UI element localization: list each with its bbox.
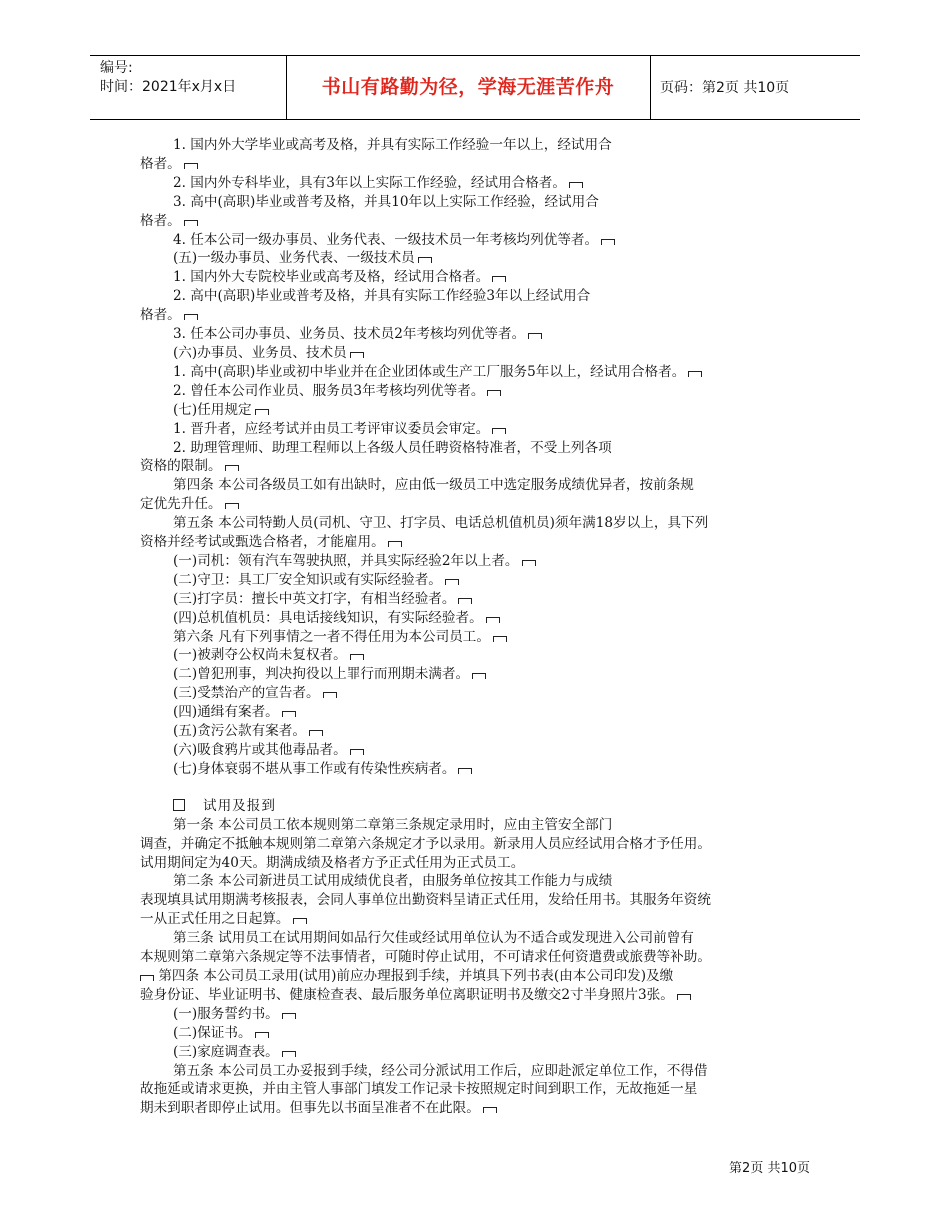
text-line [140, 1024, 820, 1043]
text-line [140, 193, 820, 212]
line-text: 一从正式任用之日起算。 [140, 911, 290, 928]
line-text: 2. 国内外专科毕业，具有3年以上实际工作经验，经试用合格者。 [173, 174, 566, 191]
line-text: 第五条 本公司员工办妥报到手续，经公司分派试用工作后，应即赴派定单位工作，不得借 [173, 1062, 708, 1079]
line-text: (四)通缉有案者。 [173, 704, 279, 721]
text-line [140, 835, 820, 854]
line-text: 2. 曾任本公司作业员、服务员3年考核均列优等者。 [173, 382, 485, 399]
text-line [140, 684, 820, 703]
line-text: 第一条 本公司员工依本规则第二章第三条规定录用时，应由主管安全部门 [173, 816, 613, 833]
section-gap [140, 779, 820, 797]
text-line [140, 420, 820, 439]
checkbox-icon [173, 799, 185, 811]
line-text: (七)任用规定 [173, 401, 252, 418]
text-line [140, 967, 820, 986]
header-divider-right [650, 55, 651, 120]
header-top-rule [90, 55, 860, 56]
text-line [140, 816, 820, 835]
line-text: 表现填具试用期满考核报表，会同人事单位出勤资料呈请正式任用，发给任用书。其服务年资统 [140, 892, 711, 909]
serial-label: 编号: [100, 60, 133, 76]
line-text: 4. 任本公司一级办事员、业务代表、一级技术员一年考核均列优等者。 [173, 231, 599, 248]
line-text: 1. 晋升者，应经考试并由员工考评审议委员会审定。 [173, 420, 490, 437]
line-text: (三)打字员：擅长中英文打字，有相当经验者。 [173, 590, 456, 607]
paragraph-mark-icon [688, 371, 702, 377]
line-text: 格者。 [140, 212, 181, 229]
header-page-number: 页码：第2页 共10页 [660, 80, 790, 96]
text-line [140, 1005, 820, 1024]
text-line [140, 363, 820, 382]
document-body [140, 136, 820, 1118]
text-line [140, 533, 820, 552]
paragraph-mark-icon [255, 409, 269, 415]
line-text: 格者。 [140, 155, 181, 172]
text-line [140, 495, 820, 514]
text-line [140, 174, 820, 193]
page-header [90, 55, 860, 121]
header-bottom-rule [90, 119, 860, 120]
line-text: (五)一级办事员、业务代表、一级技术员 [173, 250, 415, 267]
text-line [140, 552, 820, 571]
text-line [140, 854, 820, 873]
text-line [140, 212, 820, 231]
paragraph-mark-icon [528, 333, 542, 339]
text-line [140, 155, 820, 174]
line-text: (一)被剥夺公权尚未复权者。 [173, 647, 347, 664]
section-heading [140, 797, 820, 816]
line-text: (三)家庭调查表。 [173, 1043, 279, 1060]
text-line [140, 929, 820, 948]
paragraph-mark-icon [282, 1051, 296, 1057]
line-text: 期未到职者即停止试用。但事先以书面呈准者不在此限。 [140, 1100, 480, 1117]
line-text: 验身份证、毕业证明书、健康检查表、最后服务单位离职证明书及缴交2寸半身照片3张。 [140, 986, 674, 1003]
text-line [140, 571, 820, 590]
line-text: (一)服务誓约书。 [173, 1005, 279, 1022]
text-line [140, 741, 820, 760]
text-line [140, 1099, 820, 1118]
text-line [140, 891, 820, 910]
paragraph-mark-icon [323, 692, 337, 698]
text-line [140, 401, 820, 420]
text-line [140, 986, 820, 1005]
paragraph-mark-icon [492, 276, 506, 282]
paragraph-mark-icon [601, 239, 615, 245]
line-text: 2. 助理管理师、助理工程师以上各级人员任聘资格特准者，不受上列各项 [173, 439, 612, 456]
paragraph-mark-icon [350, 654, 364, 660]
text-line [140, 136, 820, 155]
line-text: 格者。 [140, 307, 181, 324]
line-text: (二)曾犯刑事，判决拘役以上罪行而刑期未满者。 [173, 666, 470, 683]
line-text: 3. 任本公司办事员、业务员、技术员2年考核均列优等者。 [173, 326, 526, 343]
line-text: (三)受禁治产的宣告者。 [173, 685, 320, 702]
paragraph-mark-icon [445, 579, 459, 585]
line-text: 第四条 本公司各级员工如有出缺时，应由低一级员工中选定服务成绩优异者，按前条规 [173, 477, 694, 494]
paragraph-mark-icon [293, 918, 307, 924]
line-text: 资格的限制。 [140, 458, 222, 475]
line-text: 1. 国内外大专院校毕业或高考及格，经试用合格者。 [173, 269, 490, 286]
line-text: 资格并经考试或甄选合格者，才能雇用。 [140, 534, 385, 551]
text-line [140, 910, 820, 929]
text-line [140, 287, 820, 306]
line-text: 2. 高中(高职)毕业或普考及格，并具有实际工作经验3年以上经试用合 [173, 288, 591, 305]
line-text: 1. 高中(高职)毕业或初中毕业并在企业团体或生产工厂服务5年以上，经试用合格者。 [173, 363, 686, 380]
section-heading-text: 试用及报到 [203, 797, 276, 814]
text-line [140, 872, 820, 891]
text-line [140, 665, 820, 684]
line-text: (四)总机值机员：具电话接线知识，有实际经验者。 [173, 609, 483, 626]
line-text: 第三条 试用员工在试用期间如品行欠佳或经试用单位认为不适合或发现进入公司前曾有 [173, 930, 694, 947]
paragraph-mark-icon [184, 163, 198, 169]
line-text: (七)身体衰弱不堪从事工作或有传染性疾病者。 [173, 760, 456, 777]
paragraph-mark-icon [282, 1013, 296, 1019]
line-text: 第六条 凡有下列事情之一者不得任用为本公司员工。 [173, 628, 490, 645]
paragraph-mark-icon [492, 428, 506, 434]
paragraph-mark-icon [493, 636, 507, 642]
paragraph-mark-icon [522, 560, 536, 566]
line-text: 3. 高中(高职)毕业或普考及格，并具10年以上实际工作经验，经试用合 [173, 193, 599, 210]
paragraph-mark-icon [388, 541, 402, 547]
regulation-part-1 [140, 136, 820, 779]
text-line [140, 948, 820, 967]
paragraph-mark-icon [487, 390, 501, 396]
paragraph-mark-icon [140, 975, 154, 981]
text-line [140, 514, 820, 533]
text-line [140, 1062, 820, 1081]
text-line [140, 760, 820, 779]
text-line [140, 344, 820, 363]
text-line [140, 590, 820, 609]
paragraph-mark-icon [184, 220, 198, 226]
regulation-part-2 [140, 816, 820, 1119]
line-text: (六)吸食鸦片或其他毒品者。 [173, 742, 347, 758]
paragraph-mark-icon [418, 257, 432, 263]
header-meta [100, 59, 236, 97]
text-line [140, 306, 820, 325]
line-text: 定优先升任。 [140, 496, 222, 513]
line-text: (一)司机：领有汽车驾驶执照，并具实际经验2年以上者。 [173, 552, 519, 569]
time-label: 时间：2021年x月x日 [100, 79, 237, 95]
text-line [140, 457, 820, 476]
paragraph-mark-icon [350, 352, 364, 358]
text-line [140, 325, 820, 344]
header-motto: 书山有路勤为径，学海无涯苦作舟 [321, 76, 615, 98]
text-line [140, 231, 820, 250]
paragraph-mark-icon [458, 768, 472, 774]
line-text: 1. 国内外大学毕业或高考及格，并具有实际工作经验一年以上，经试用合 [173, 137, 612, 153]
line-text: 试用期间定为40天。期满成绩及格者方予正式任用为正式员工。 [140, 854, 525, 871]
paragraph-mark-icon [350, 749, 364, 755]
text-line [140, 646, 820, 665]
line-text: (二)守卫：具工厂安全知识或有实际经验者。 [173, 571, 442, 588]
line-text: (五)贪污公款有案者。 [173, 723, 306, 740]
text-line [140, 476, 820, 495]
text-line [140, 609, 820, 628]
paragraph-mark-icon [569, 182, 583, 188]
text-line [140, 722, 820, 741]
text-line [140, 439, 820, 458]
line-text: 本规则第二章第六条规定等不法事情者，可随时停止试用，不可请求任何资遣费或旅费等补助。 [140, 949, 711, 966]
text-line [140, 249, 820, 268]
text-line [140, 268, 820, 287]
paragraph-mark-icon [486, 617, 500, 623]
line-text: 故拖延或请求更换，并由主管人事部门填发工作记录卡按照规定时间到职工作，无故拖延一星 [140, 1081, 698, 1098]
paragraph-mark-icon [483, 1107, 497, 1113]
paragraph-mark-icon [225, 465, 239, 471]
text-line [140, 1080, 820, 1099]
text-line [140, 1043, 820, 1062]
paragraph-mark-icon [458, 598, 472, 604]
text-line [140, 703, 820, 722]
paragraph-mark-icon [677, 994, 691, 1000]
paragraph-mark-icon [225, 503, 239, 509]
line-text: 第二条 本公司新进员工试用成绩优良者，由服务单位按其工作能力与成绩 [173, 873, 613, 890]
paragraph-mark-icon [255, 1032, 269, 1038]
line-text: (二)保证书。 [173, 1024, 252, 1041]
paragraph-mark-icon [184, 314, 198, 320]
text-line [140, 382, 820, 401]
text-line [140, 628, 820, 647]
paragraph-mark-icon [472, 673, 486, 679]
page-footer: 第2页 共10页 [729, 1161, 810, 1176]
line-text: 第四条 本公司员工录用(试用)前应办理报到手续，并填具下列书表(由本公司印发)及缴 [154, 967, 674, 984]
line-text: (六)办事员、业务员、技术员 [173, 344, 347, 361]
paragraph-mark-icon [282, 711, 296, 717]
line-text: 第五条 本公司特勤人员(司机、守卫、打字员、电话总机值机员)须年满18岁以上，具下列 [173, 515, 709, 532]
paragraph-mark-icon [309, 730, 323, 736]
line-text: 调查，并确定不抵触本规则第二章第六条规定才予以录用。新录用人员应经试用合格才予任用。 [140, 835, 711, 852]
